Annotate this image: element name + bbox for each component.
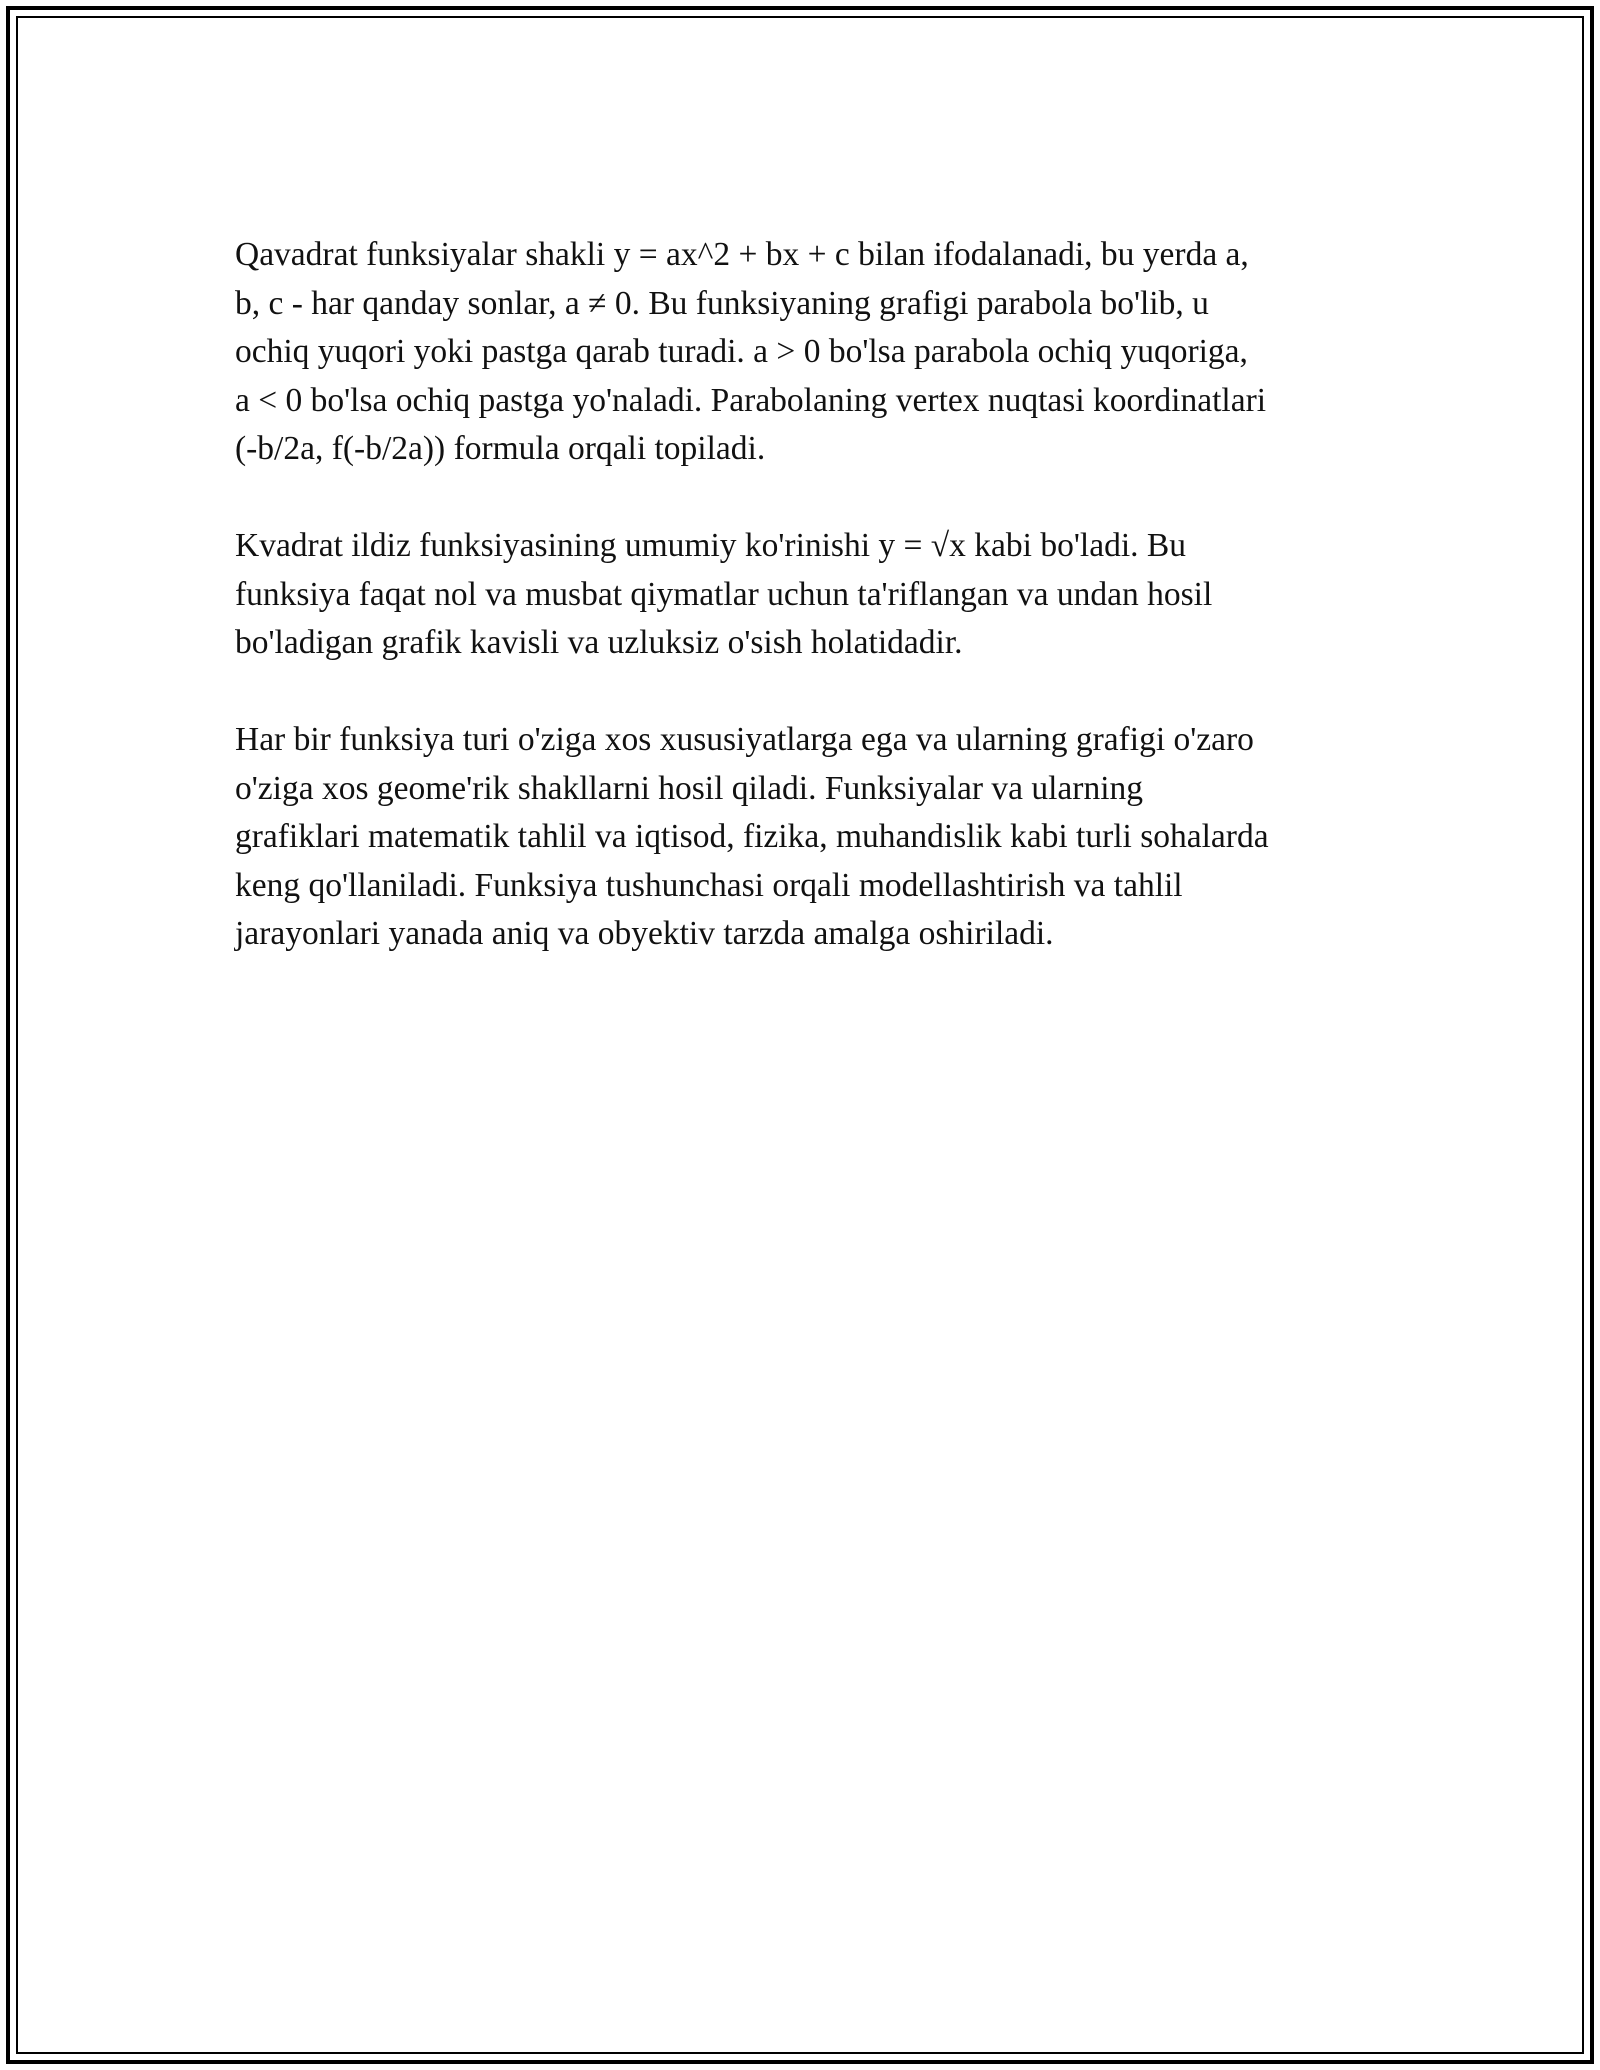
text-line: bo'ladigan grafik kavisli va uzluksiz o'sish holatidadir. — [235, 624, 963, 661]
text-line: jarayonlari yanada aniq va obyektiv tarzda amalga oshiriladi. — [235, 915, 1054, 952]
document-body — [235, 231, 1375, 1007]
text-line: Kvadrat ildiz funksiyasining umumiy ko'rinishi y = √x kabi bo'ladi. Bu — [235, 527, 1186, 564]
text-line: o'ziga xos geome'rik shakllarni hosil qiladi. Funksiyalar va ularning — [235, 769, 1144, 807]
text-line: keng qo'llaniladi. Funksiya tushunchasi orqali modellashtirish va tahlil — [235, 866, 1183, 904]
text-line: a < 0 bo'lsa ochiq pastga yo'naladi. Parabolaning vertex nuqtasi koordinatlari — [235, 381, 1267, 419]
text-line: grafiklari matematik tahlil va iqtisod, fizika, muhandislik kabi turli sohalarda — [235, 818, 1269, 855]
text-line: ochiq yuqori yoki pastga qarab turadi. a > 0 bo'lsa parabola ochiq yuqoriga, — [235, 333, 1248, 370]
text-line: b, c - har qanday sonlar, a ≠ 0. Bu funksiyaning grafigi parabola bo'lib, u — [235, 284, 1209, 322]
text-line: (-b/2a, f(-b/2a)) formula orqali topiladi. — [235, 430, 766, 467]
paragraph-function-applications — [235, 716, 1375, 959]
text-line: Qavadrat funksiyalar shakli y = ax^2 + bx + c bilan ifodalanadi, bu yerda a, — [235, 236, 1249, 273]
text-line: Har bir funksiya turi o'ziga xos xususiyatlarga ega va ularning grafigi o'zaro — [235, 721, 1254, 758]
paragraph-square-root-function — [235, 522, 1375, 668]
text-line: funksiya faqat nol va musbat qiymatlar uchun ta'riflangan va undan hosil — [235, 575, 1213, 613]
paragraph-quadratic-function — [235, 231, 1375, 474]
